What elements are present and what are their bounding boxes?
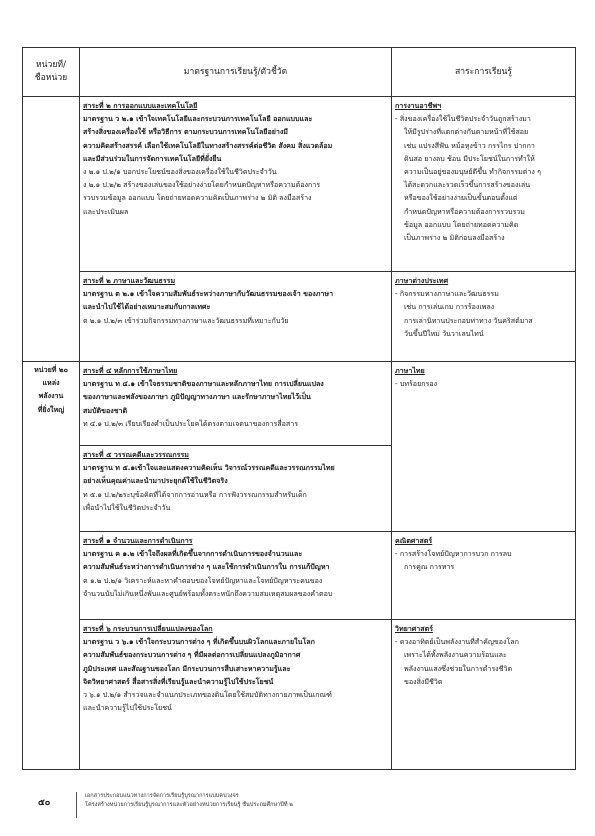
curriculum-table <box>22 47 576 770</box>
content-text: ให้มีรูปร่างที่แตกต่างกันตามหน้าที่ใช้สอย <box>404 127 529 137</box>
content-text: เพราะได้ทั้งพลังงานความร้อนและ <box>404 650 507 660</box>
strand-title: สาระที่ ๔ หลักการใช้ภาษาไทย <box>83 366 178 375</box>
content-text: กำหนดปัญหาหรือความต้องการรวบรวม <box>404 206 525 216</box>
content-cell <box>392 272 576 362</box>
content-text: การเล่านิทานประกอบท่าทาง วันคริสต์มาส <box>404 315 533 325</box>
content-cell <box>392 620 576 770</box>
standard-cell <box>80 532 392 620</box>
standard-text: มาตรฐาน ว ๒.๑ เข้าใจเทคโนโลยีและกระบวนการเทคโนโลยี ออกแบบและ <box>83 114 313 124</box>
strand-title: สาระที่ ๒ ภาษาและวัฒนธรรม <box>83 276 176 285</box>
footer-caption <box>85 792 293 810</box>
content-text: ข้อมูล ออกแบบ โดยถ่ายทอดความคิด <box>404 219 519 229</box>
unit-cell-empty <box>23 97 80 362</box>
indicator-text: และประเมินผล <box>83 206 129 216</box>
content-text: ความเป็นอยู่ของมนุษย์ดีขึ้น ทำกิจกรรมต่าง ๆ <box>404 167 541 177</box>
indicator-text: ง ๒.๑ ป.๒/๑ บอกประโยชน์ของสิ่งของเครื่องใช้ในชีวิตประจำวัน <box>83 167 277 177</box>
subject-title: คณิตศาสตร์ <box>395 536 433 545</box>
table-row <box>23 97 576 272</box>
standard-cell <box>80 362 392 446</box>
standard-text: มาตรฐาน ท ๔.๑ เข้าใจธรรมชาติของภาษาและหลักภาษาไทย การเปลี่ยนแปลง <box>83 379 324 389</box>
unit-title-line: แหล่ง <box>42 378 60 388</box>
indicator-text: และนำความรู้ไปใช้ประโยชน์ <box>83 703 172 713</box>
content-cell <box>392 362 576 532</box>
content-text: วันขึ้นปีใหม่ วันวาเลนไทน์ <box>404 328 484 338</box>
indicator-text: ท ๔.๑ ป.๒/๓ เรียบเรียงคำเป็นประโยคได้ตรงตามเจตนาของการสื่อสาร <box>83 418 299 428</box>
footer-divider <box>76 792 77 818</box>
standard-text: อย่างเห็นคุณค่าและนำมาประยุกต์ใช้ในชีวิตจริง <box>83 476 228 486</box>
subject-title: ภาษาต่างประเทศ <box>395 276 449 285</box>
standard-text: และนำไปใช้ได้อย่างเหมาะสมกับกาลเทศะ <box>83 302 211 312</box>
content-text: เป็นภาพร่าง ๒ มิติก่อนลงมือสร้าง <box>404 233 505 243</box>
content-text: พลังงานแสงซึ่งช่วยในการดำรงชีวิต <box>404 663 513 673</box>
standard-cell <box>80 620 392 770</box>
indicator-text: ว ๖.๑ ป.๒/๑ สำรวจและจำแนกประเภทของดินโดยใช้สมบัติทางกายภาพเป็นเกณฑ์ <box>83 690 332 700</box>
standard-cell <box>80 446 392 532</box>
standard-text: ความคิดสร้างสรรค์ เลือกใช้เทคโนโลยีในทางสร้างสรรค์ต่อชีวิต สังคม สิ่งแวดล้อม <box>83 140 333 150</box>
unit-number: หน่วยที่ ๒๐ <box>34 365 68 374</box>
strand-title: สาระที่ ๑ จำนวนและการดำเนินการ <box>83 536 193 545</box>
footer-line: เอกสารประกอบแนวทางการจัดการเรียนรู้บูรณาการแบบคบวงจร <box>85 793 239 799</box>
indicator-text: ค ๑.๒ ป.๒/๑ วิเคราะห์และหาคำตอบของโจทย์ปัญหาและโจทย์ปัญหาระคนของ <box>83 575 323 585</box>
strand-title: สาระที่ ๒ การออกแบบและเทคโนโลยี <box>83 101 198 110</box>
table-row <box>23 362 576 446</box>
standard-text: สมบัติของชาติ <box>83 405 128 415</box>
content-text: เช่น การเล่นเกม การร้องเพลง <box>404 302 495 312</box>
content-cell <box>392 97 576 272</box>
content-cell <box>392 532 576 620</box>
footer-line: โครงสร้างหน่วยการเรียนรู้บูรณาการและตัวอย่างหน่วยการเรียนรู้ ชั้นประถมศึกษาปีที่ ๒ <box>85 802 293 808</box>
content-text: - การสร้างโจทย์ปัญหาการบวก การลบ <box>395 549 512 559</box>
content-text: เช่น แปรงสีฟัน หม้อหุงข้าว กรรไกร ปากกา <box>404 140 535 150</box>
unit-cell <box>23 362 80 770</box>
unit-header-line: หน่วยที่/ <box>36 60 66 70</box>
content-text: การคูณ การหาร <box>404 562 455 572</box>
content-column-header: สาระการเรียนรู้ <box>392 48 576 97</box>
indicator-text: เพื่อนำไปใช้ในชีวิตประจำวัน <box>83 502 171 512</box>
standard-cell <box>80 272 392 362</box>
table-row <box>23 272 576 362</box>
content-text: - บทร้อยกรอง <box>395 379 438 389</box>
content-text: ได้สะดวกและรวดเร็วขึ้นการสร้างของเล่น <box>404 180 531 190</box>
subject-title: วิทยาศาสตร์ <box>395 624 434 633</box>
table-row <box>23 620 576 770</box>
strand-title: สาระที่ ๕ วรรณคดีและวรรณกรรม <box>83 450 189 459</box>
standard-text: มาตรฐาน ว ๖.๑ เข้าใจกระบวนการต่าง ๆ ที่เกิดขึ้นบนผิวโลกและภายในโลก <box>83 637 315 647</box>
subject-title: การงานอาชีพฯ <box>395 101 442 110</box>
standard-text: ภูมิประเทศ และสัณฐานของโลก มีกระบวนการสืบเสาะหาความรู้และ <box>83 663 291 673</box>
content-text: - ดวงอาทิตย์เป็นพลังงานที่สำคัญของโลก <box>395 637 519 647</box>
content-text: ดินสอ ยางลบ ช้อน มีประโยชน์ในการทำให้ <box>404 153 535 163</box>
table-header-row <box>23 48 576 97</box>
content-text: ของสิ่งมีชีวิต <box>404 676 443 686</box>
unit-column-header <box>23 48 80 97</box>
table-row <box>23 532 576 620</box>
indicator-text: ท ๕.๑ ป.๒/๒ระบุข้อคิดที่ได้จากการอ่านหรือ การฟังวรรณกรรมสำหรับเด็ก <box>83 489 307 499</box>
subject-title: ภาษาไทย <box>395 366 425 375</box>
unit-title-line: พลังงาน <box>38 391 64 401</box>
indicator-text: รวบรวมข้อมูล ออกแบบ โดยถ่ายทอดความคิดเป็นภาพร่าง ๒ มิติ ลงมือสร้าง <box>83 193 312 203</box>
content-text: หรือของใช้อย่างง่ายเป็นขั้นตอนตั้งแต่ <box>404 193 518 203</box>
standard-column-header: มาตรฐานการเรียนรู้/ตัวชี้วัด <box>80 48 392 97</box>
indicator-text: จำนวนนับไม่เกินหนึ่งพันและศูนย์พร้อมทั้งตระหนักถึงความสมเหตุสมผลของคำตอบ <box>83 588 333 598</box>
standard-text: ความสัมพันธ์ของกระบวนการต่าง ๆ ที่มีผลต่อการเปลี่ยนแปลงภูมิอากาศ <box>83 650 301 660</box>
standard-text: ของภาษาและพลังของภาษา ภูมิปัญญาทางภาษา และรักษาภาษาไทยไว้เป็น <box>83 392 311 402</box>
standard-text: ความสัมพันธ์ระหว่างการดำเนินการต่าง ๆ และใช้การดำเนินการใน การแก้ปัญหา <box>83 562 330 572</box>
standard-text: มาตรฐาน ท ๕.๑เข้าใจและแสดงความคิดเห็น วิจารณ์วรรณคดีและวรรณกรรมไทย <box>83 463 335 473</box>
unit-header-line: ชื่อหน่วย <box>34 73 68 83</box>
standard-text: มาตรฐาน ต ๒.๑ เข้าใจความสัมพันธ์ระหว่างภาษากับวัฒนธรรมของเจ้า ของภาษา <box>83 289 334 299</box>
standard-cell <box>80 97 392 272</box>
indicator-text: ง ๒.๑ ป.๒/๒ สร้างของเล่นของใช้อย่างง่ายโดยกำหนดปัญหาหรือความต้องการ <box>83 180 321 190</box>
unit-title-line: ที่ยิ่งใหญ่ <box>37 404 65 414</box>
page-number: ๕๐ <box>38 798 51 808</box>
standard-text: มาตรฐาน ค ๑.๒ เข้าใจถึงผลที่เกิดขึ้นจากการดำเนินการของจำนวนและ <box>83 549 303 559</box>
standard-text: และมีส่วนร่วมในการจัดการเทคโนโลยีที่ยั่งยืน <box>83 153 222 163</box>
content-text: - สิ่งของเครื่องใช้ในชีวิตประจำวันถูกสร้างมา <box>395 114 531 124</box>
standard-text: สร้างสิ่งของเครื่องใช้ หรือวิธีการ ตามกระบวนการเทคโนโลยีอย่างมี <box>83 127 288 137</box>
strand-title: สาระที่ ๖ กระบวนการเปลี่ยนแปลงของโลก <box>83 624 213 633</box>
standard-text: จิตวิทยาศาสตร์ สื่อสารสิ่งที่เรียนรู้และนำความรู้ไปใช้ประโยชน์ <box>83 676 274 686</box>
indicator-text: ต ๒.๑ ป.๒/๓ เข้าร่วมกิจกรรมทางภาษาและวัฒนธรรมที่เหมาะกับวัย <box>83 315 289 325</box>
content-text: - กิจกรรมทางภาษาและวัฒนธรรม <box>395 289 499 299</box>
